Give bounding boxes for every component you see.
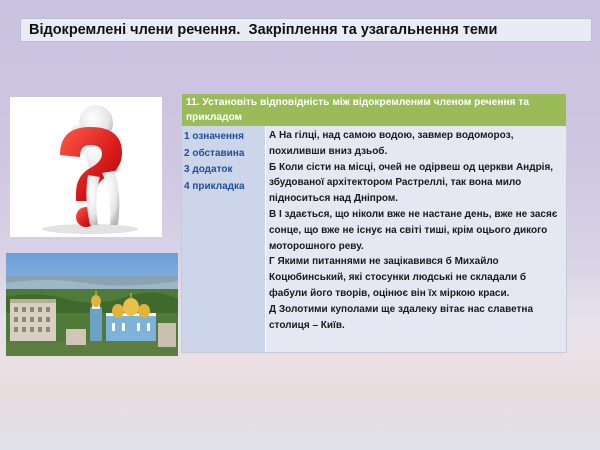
- matching-task-card: [181, 93, 567, 353]
- term-item: 3 додаток: [184, 164, 233, 175]
- term-item: 2 обставина: [184, 147, 245, 159]
- example-item: Г Якими питаннями не зацікавився б Михайло Коцюбинський, які стосунки людські не складали б фабули його творів, оцінює він їх міркою краси.: [269, 256, 527, 299]
- example-item: А На гілці, над самою водою, завмер водоморoз, похиливши вниз дзьоб.: [269, 130, 514, 157]
- slide-title: Відокремлені члени речення. Закріплення та узагальнення теми: [20, 18, 592, 42]
- task-table: [182, 126, 566, 352]
- cathedral-icon: [6, 253, 178, 356]
- task-header: 11. Установіть відповідність між відокремленим членом речення та прикладом: [182, 94, 566, 126]
- terms-column: [182, 126, 266, 352]
- term-item: 1 означення: [184, 131, 244, 142]
- example-item: Б Коли сісти на місці, очей не одірвеш од церкви Андрія, збудованої архітектором Растреллі, так вона мило підноситься над Дніпром.: [269, 161, 554, 205]
- kyiv-panorama-image: [6, 253, 178, 356]
- question-mark-icon: [10, 97, 162, 237]
- term-item: 4 прикладка: [184, 180, 245, 192]
- thinking-person-image: [10, 97, 162, 237]
- examples-column: [266, 126, 566, 352]
- example-item: В І здається, що ніколи вже не настане день, вже не засяє сонце, що вже не існує на світі тиші, крім оцього дикого моторошного реву.: [269, 208, 558, 252]
- example-item: Д Золотими куполами ще здалеку вітає нас славетна столиця – Київ.: [269, 303, 534, 331]
